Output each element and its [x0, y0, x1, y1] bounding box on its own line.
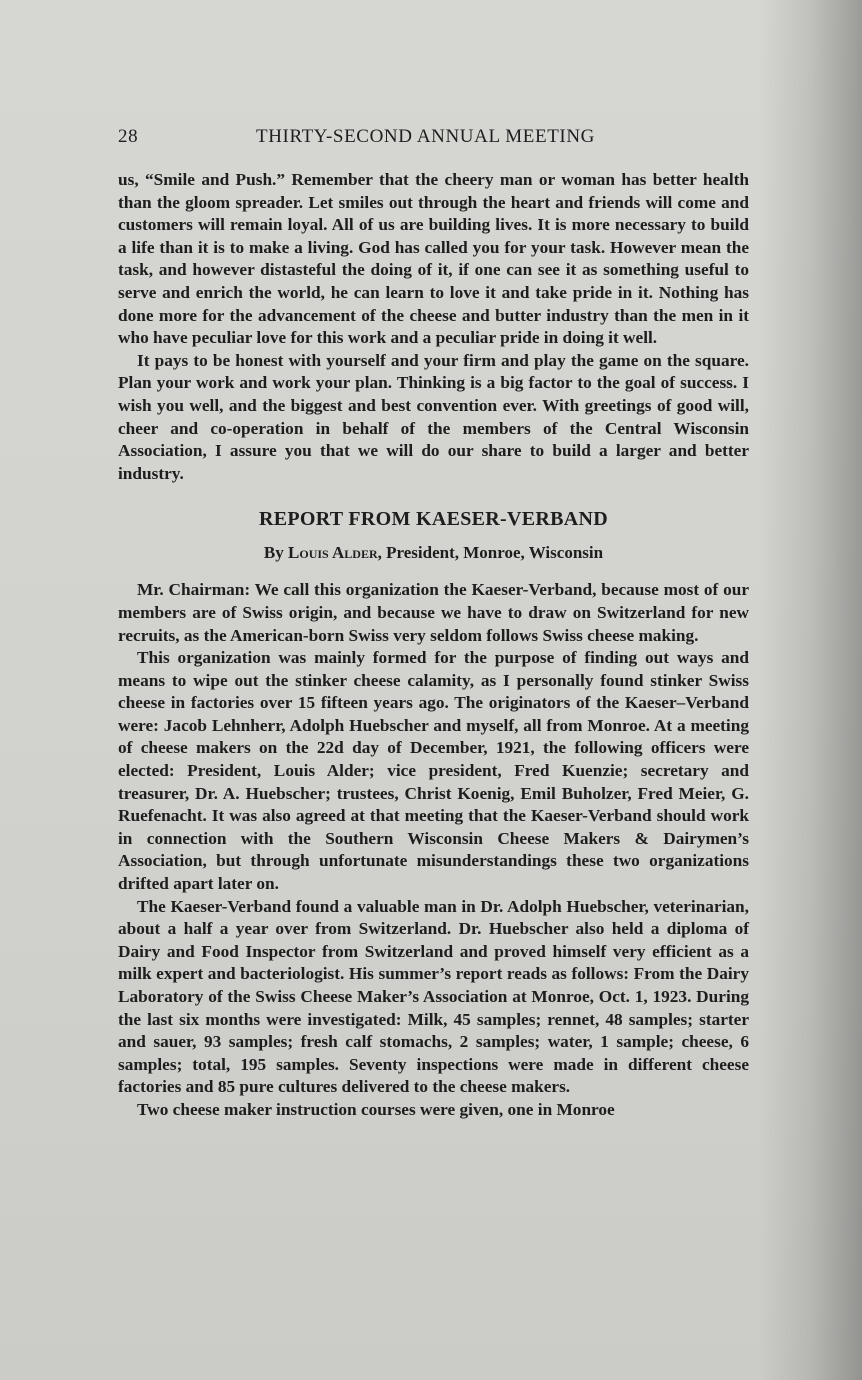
paragraph: This organization was mainly formed for the purpose of finding out ways and means to wipe out the stinker cheese calamity, as I personally found stinker Swiss cheese in factories over 15 fifteen years ago. The originators of the Kaeser–Verband were: Jacob Lehnherr, Adolph Huebscher and myself, all from Monroe. At a meeting of cheese makers on the 22d day of December, 1921, the following officers were elected: President, Louis Alder; vice president, Fred Kuenzie; secretary and treasurer, Dr. A. Huebscher; trustees, Christ Koenig, Emil Buholzer, Fred Meier, G. Ruefenacht. It was also agreed at that meeting that the Kaeser-Verband should work in connection with the Southern Wisconsin Cheese Makers & Dairymen’s Association, but through unfortunate misunderstandings these two organizations drifted apart later on.: [118, 648, 749, 894]
paragraph: The Kaeser-Verband found a valuable man in Dr. Adolph Huebscher, veterinarian, about a half a year over from Switzerland. Dr. Huebscher also held a diploma of Dairy and Food Inspector from Switzerland and proved himself very efficient as a milk expert and bacteriologist. His summer’s report reads as follows: From the Dairy Laboratory of the Swiss Cheese Maker’s Association at Monroe, Oct. 1, 1923. During the last six months were investigated: Milk, 45 samples; rennet, 48 samples; starter and sauer, 93 samples; fresh calf stomachs, 2 samples; water, 1 sample; cheese, 6 samples; total, 195 samples. Seventy inspections were made in different cheese factories and 85 pure cultures delivered to the cheese makers.: [118, 896, 749, 1097]
byline-prefix: By: [263, 543, 284, 563]
report-title: REPORT FROM KAESER-VERBAND: [259, 508, 608, 531]
page-number: 28: [118, 126, 139, 147]
paragraph: us, “Smile and Push.” Remember that the cheery man or woman has better health than the gloom spreader. Let smiles out through the heart and friends will come and customers will remain loyal. All of us are building lives. It is more necessary to build a life than it is to make a living. God has called you for your task. However mean the task, and however distasteful the doing of it, if one can see it as something useful to serve and enrich the world, he can learn to love it and take pride in it. Nothing has done more for the advancement of the cheese and butter industry than the men in it who have peculiar love for this work and a peculiar pride in doing it well.: [118, 170, 749, 348]
paragraph: Mr. Chairman: We call this organization the Kaeser-Verband, because most of our members are of Swiss origin, and because we have to draw on Switzerland for new recruits, as the American-born Swiss very seldom follows Swiss cheese making.: [118, 580, 749, 645]
author-name: Louis Alder: [288, 543, 378, 563]
byline: [118, 542, 749, 564]
running-head: THIRTY-SECOND ANNUAL MEETING: [256, 126, 595, 147]
paragraph: It pays to be honest with yourself and your firm and play the game on the square. Plan your work and work your plan. Thinking is a big factor to the goal of success. I wish you well, and the biggest and best convention ever. With greetings of good will, cheer and co-operation in behalf of the members of the Central Wisconsin Association, I assure you that we will do our share to build a larger and better industry.: [118, 350, 749, 483]
page-header: [118, 126, 748, 150]
byline-suffix: , President, Monroe, Wisconsin: [377, 543, 604, 563]
paragraph: Two cheese maker instruction courses were given, one in Monroe: [137, 1099, 615, 1119]
page-body: [118, 169, 749, 1122]
